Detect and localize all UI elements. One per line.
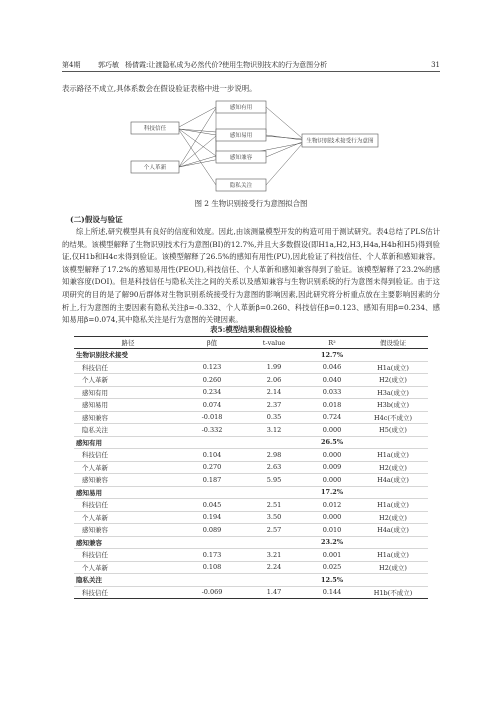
cell-hypothesis: H2(成立)	[358, 511, 428, 524]
article-title: 杨倩霞:让渡隐私成为必然代价?使用生物识别技术的行为意图分析	[125, 61, 328, 69]
cell-path: 感知兼容	[74, 411, 182, 424]
table-row	[74, 436, 428, 449]
cell-beta: 0.108	[182, 561, 242, 574]
cell-path: 生物识别技术接受	[74, 349, 182, 362]
cell-t	[242, 349, 306, 362]
cell-beta: -0.018	[182, 411, 242, 424]
cell-r2: 0.010	[306, 524, 358, 537]
cell-r2: 0.046	[306, 361, 358, 374]
col-header-hypothesis: 假设验证	[358, 337, 428, 349]
table-row	[74, 411, 428, 424]
cell-hypothesis: H1a(成立)	[358, 361, 428, 374]
cell-r2: 26.5%	[306, 436, 358, 449]
cell-path: 个人革新	[74, 461, 182, 474]
cell-t: 2.24	[242, 561, 306, 574]
path-arrow	[179, 136, 216, 167]
cell-t: 2.37	[242, 399, 306, 412]
cell-beta: 0.123	[182, 361, 242, 374]
cell-hypothesis: H1a(成立)	[358, 449, 428, 462]
running-header	[62, 60, 440, 70]
cell-r2: 0.009	[306, 461, 358, 474]
cell-r2: 17.2%	[306, 486, 358, 499]
cell-path: 感知易用	[74, 399, 182, 412]
cell-t	[242, 436, 306, 449]
cell-hypothesis: H1a(成立)	[358, 499, 428, 512]
cell-hypothesis: H2(成立)	[358, 374, 428, 387]
cell-path: 隐私关注	[74, 574, 182, 587]
path-nodes	[131, 101, 378, 191]
cell-hypothesis: H3a(成立)	[358, 386, 428, 399]
cell-path: 个人革新	[74, 374, 182, 387]
cell-beta: 0.260	[182, 374, 242, 387]
table-row	[74, 449, 428, 462]
cell-path: 科技信任	[74, 449, 182, 462]
cell-hypothesis: H1a(成立)	[358, 549, 428, 562]
node-perceived-ease: 感知易用	[229, 133, 253, 139]
table-row	[74, 399, 428, 412]
cell-r2: 0.033	[306, 386, 358, 399]
path-arrows	[179, 107, 302, 185]
col-header-path: 路径	[74, 337, 182, 349]
cell-path: 科技信任	[74, 499, 182, 512]
cell-path: 科技信任	[74, 361, 182, 374]
cell-t: 2.57	[242, 524, 306, 537]
author-name: 郭巧敏	[98, 61, 119, 69]
cell-beta	[182, 536, 242, 549]
cell-beta: 0.074	[182, 399, 242, 412]
path-arrow	[266, 135, 302, 140]
cell-t	[242, 486, 306, 499]
cell-hypothesis: H3b(成立)	[358, 399, 428, 412]
cell-beta: 0.194	[182, 511, 242, 524]
node-intention: 生物识别技术接受行为意图	[306, 138, 374, 145]
cell-r2: 0.144	[306, 586, 358, 599]
cell-t: 3.21	[242, 549, 306, 562]
cell-beta	[182, 436, 242, 449]
cell-hypothesis: H5(成立)	[358, 424, 428, 437]
section-title: (二)假设与验证	[70, 215, 123, 224]
cell-hypothesis: H4a(成立)	[358, 474, 428, 487]
cell-r2: 12.7%	[306, 349, 358, 362]
cell-path: 科技信任	[74, 586, 182, 599]
intro-line: 表示路径不成立,具体系数会在假设验证表格中进一步说明。	[62, 84, 257, 93]
cell-hypothesis: H2(成立)	[358, 461, 428, 474]
cell-r2: 0.018	[306, 399, 358, 412]
cell-t: 3.50	[242, 511, 306, 524]
node-tech-trust: 科技信任	[143, 126, 167, 132]
cell-beta: -0.069	[182, 586, 242, 599]
cell-t: 1.99	[242, 361, 306, 374]
cell-beta	[182, 486, 242, 499]
cell-hypothesis: H4c(不成立)	[358, 411, 428, 424]
table-row	[74, 361, 428, 374]
cell-beta: 0.045	[182, 499, 242, 512]
cell-path: 感知兼容	[74, 474, 182, 487]
cell-path: 隐私关注	[74, 424, 182, 437]
body-paragraph: 综上所述,研究模型具有良好的信度和效度。因此,由该测量模型开发的构造可用于测试研究。表4总结了PLS估计的结果。该模型解释了生物识别技术行为意图(BI)的12.7%,并且大多数假设(即H1a,H2,H3,H4a,H4b和H5)得到验证,仅H1b和H4c未得到验证。该模型解释了26.5%的感知有用性(PU),因此验证了科技信任、个人革新和感知兼容。该模型解释了17.2%的感知易用性(PEOU),科技信任、个人革新和感知兼容得到了验证。该模型解释了23.2%的感知兼容度(DOI)。但是科技信任与隐私关注之间的关系以及感知兼容与生物识别系统的行为意图未得到验证。由于这项研究的目的是了解90后群体对生物识别系统接受行为意图的影响因素,因此研究将分析重点放在主要影响因素的分析上,行为意图的主要因素有隐私关注β=-0.332、个人革新β=0.260、科技信任β=0.123、感知有用β=0.234、感知易用β=0.074,其中隐私关注是行为意图的关键因素。	[62, 227, 440, 325]
table-row	[74, 561, 428, 574]
cell-beta: 0.187	[182, 474, 242, 487]
table-row	[74, 524, 428, 537]
cell-beta	[182, 574, 242, 587]
table-row	[74, 461, 428, 474]
cell-t	[242, 574, 306, 587]
path-arrow	[179, 129, 216, 135]
node-perceived-useful: 感知有用	[229, 105, 253, 111]
cell-path: 感知兼容	[74, 524, 182, 537]
cell-r2: 0.000	[306, 449, 358, 462]
cell-r2: 0.001	[306, 549, 358, 562]
cell-r2: 0.000	[306, 474, 358, 487]
cell-path: 个人革新	[74, 511, 182, 524]
col-header-t: t-value	[242, 337, 306, 349]
cell-r2: 0.000	[306, 424, 358, 437]
cell-hypothesis	[358, 486, 428, 499]
table-row	[74, 499, 428, 512]
table-row	[74, 424, 428, 437]
cell-t	[242, 536, 306, 549]
cell-beta: 0.104	[182, 449, 242, 462]
table-row	[74, 586, 428, 599]
cell-t: 2.98	[242, 449, 306, 462]
col-header-beta: β值	[182, 337, 242, 349]
cell-path: 感知有用	[74, 436, 182, 449]
cell-t: 2.63	[242, 461, 306, 474]
table-row	[74, 386, 428, 399]
cell-r2: 0.025	[306, 561, 358, 574]
issue-number: 第4期	[62, 61, 81, 69]
table-header-row	[74, 337, 428, 349]
node-personal-innov: 个人革新	[143, 165, 167, 171]
cell-r2: 0.040	[306, 374, 358, 387]
cell-t: 3.12	[242, 424, 306, 437]
cell-r2: 23.2%	[306, 536, 358, 549]
cell-beta: 0.089	[182, 524, 242, 537]
table-row	[74, 549, 428, 562]
cell-r2: 12.5%	[306, 574, 358, 587]
table-title: 表5:模型结果和假设检验	[210, 325, 292, 334]
cell-t: 0.35	[242, 411, 306, 424]
path-diagram-svg	[116, 99, 384, 195]
cell-hypothesis: H2(成立)	[358, 561, 428, 574]
page-number: 31	[431, 61, 440, 69]
node-perceived-compat: 感知兼容	[229, 155, 253, 161]
cell-beta: 0.234	[182, 386, 242, 399]
table-row	[74, 374, 428, 387]
cell-beta: 0.270	[182, 461, 242, 474]
table-row	[74, 574, 428, 587]
table-row	[74, 511, 428, 524]
cell-beta: -0.332	[182, 424, 242, 437]
cell-path: 感知易用	[74, 486, 182, 499]
cell-path: 感知有用	[74, 386, 182, 399]
cell-hypothesis	[358, 349, 428, 362]
cell-path: 感知兼容	[74, 536, 182, 549]
node-privacy-concern: 隐私关注	[229, 183, 253, 189]
cell-hypothesis	[358, 574, 428, 587]
cell-hypothesis: H4a(成立)	[358, 524, 428, 537]
cell-t: 5.95	[242, 474, 306, 487]
cell-hypothesis	[358, 536, 428, 549]
path-arrow	[266, 107, 302, 138]
cell-hypothesis: H1b(不成立)	[358, 586, 428, 599]
cell-path: 科技信任	[74, 549, 182, 562]
cell-r2: 0.012	[306, 499, 358, 512]
path-arrow	[266, 144, 302, 185]
path-arrow	[179, 129, 216, 156]
cell-beta: 0.173	[182, 549, 242, 562]
table-row	[74, 349, 428, 362]
cell-r2: 0.724	[306, 411, 358, 424]
table-row	[74, 536, 428, 549]
cell-t: 2.06	[242, 374, 306, 387]
table-row	[74, 486, 428, 499]
results-table	[74, 336, 428, 599]
figure-caption: 图 2 生物识别接受行为意图拟合图	[194, 199, 308, 208]
header-rule	[62, 71, 440, 72]
cell-r2: 0.000	[306, 511, 358, 524]
cell-t: 2.51	[242, 499, 306, 512]
cell-t: 1.47	[242, 586, 306, 599]
cell-hypothesis	[358, 436, 428, 449]
cell-path: 个人革新	[74, 561, 182, 574]
table-row	[74, 474, 428, 487]
cell-t: 2.14	[242, 386, 306, 399]
path-arrow	[266, 142, 302, 157]
path-diagram	[116, 99, 384, 195]
col-header-r2: R²	[306, 337, 358, 349]
cell-beta	[182, 349, 242, 362]
